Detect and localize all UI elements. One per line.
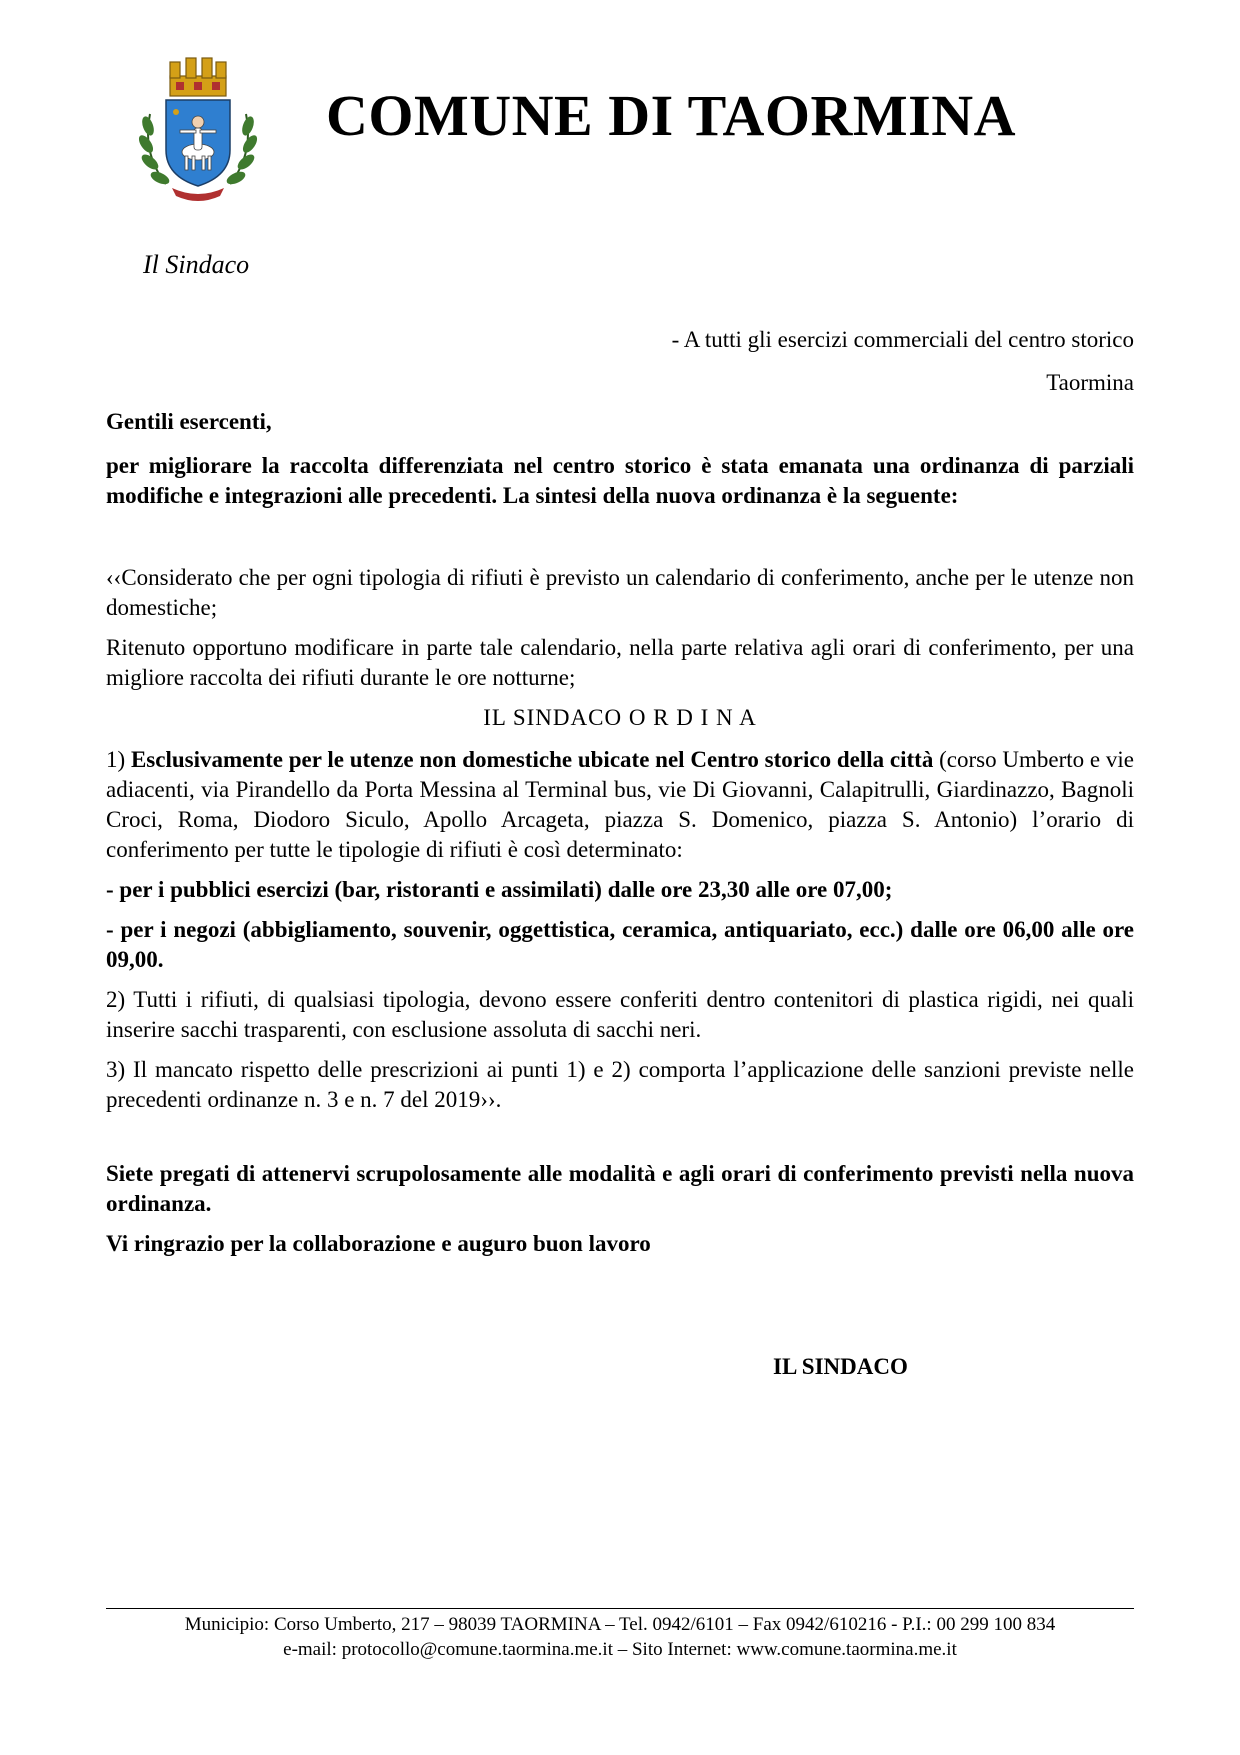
ordinance-bullet-2: - per i negozi (abbigliamento, souvenir, oggettistica, ceramica, antiquariato, ecc.) dalle ore 06,00 alle ore 09,00.	[106, 917, 1134, 972]
item-1-rest-text: (corso Umberto e vie adiacenti, via Pirandello da Porta Messina al Terminal bus, vie Di Giovanni, Calapitrulli, Giardinazzo, Bagnoli Croci, Roma, Diodoro Siculo, Apollo Arcageta, piazza S. Domenico, piazza S. Antonio) l’orario di conferimento per tutte le tipologie di rifiuti è così determinato:	[106, 747, 1134, 862]
recipient-line-2: Taormina	[1046, 370, 1134, 395]
ordinance-item-2: 2) Tutti i rifiuti, di qualsiasi tipologia, devono essere conferiti dentro contenitori di plastica rigidi, nei quali inserire sacchi trasparenti, con esclusione assoluta di sacchi neri.	[106, 987, 1134, 1042]
ritenuto-paragraph: Ritenuto opportuno modificare in parte tale calendario, nella parte relativa agli orari di conferimento, per una migliore raccolta dei rifiuti durante le ore notturne;	[106, 635, 1134, 690]
letter-body	[106, 407, 1134, 1259]
crest-star	[173, 109, 179, 115]
closing-request: Siete pregati di attenervi scrupolosamente alle modalità e agli orari di conferimento previsti nella nuova ordinanza.	[106, 1161, 1134, 1216]
ordinance-item-1	[106, 745, 1134, 865]
footer-line-2: e-mail: protocollo@comune.taormina.me.it – Sito Internet: www.comune.taormina.me.it	[283, 1639, 957, 1660]
considerato-paragraph: ‹‹Considerato che per ogni tipologia di rifiuti è previsto un calendario di conferimento, anche per le utenze non domestiche;	[106, 565, 1134, 620]
ordinance-bullet-1: - per i pubblici esercizi (bar, ristoranti e assimilati) dalle ore 23,30 alle ore 07,00;	[106, 877, 893, 902]
closing-thanks: Vi ringrazio per la collaborazione e auguro buon lavoro	[106, 1231, 651, 1256]
ordina-heading: IL SINDACO O R D I N A	[483, 705, 757, 730]
recipient-line-1: - A tutti gli esercizi commerciali del centro storico	[671, 327, 1134, 352]
signature: IL SINDACO	[773, 1354, 908, 1379]
recipient-block	[106, 318, 1134, 404]
sender-label: Il Sindaco	[143, 250, 250, 279]
greeting: Gentili esercenti,	[106, 409, 272, 434]
item-1-bold-text: Esclusivamente per le utenze non domestiche ubicate nel Centro storico della città	[130, 747, 934, 772]
intro-paragraph: per migliorare la raccolta differenziata nel centro storico è stata emanata una ordinanza di parziali modifiche e integrazioni alle precedenti. La sintesi della nuova ordinanza è la seguente:	[106, 453, 1134, 508]
footer	[106, 1612, 1134, 1662]
footer-divider	[106, 1608, 1134, 1609]
crest-crown	[170, 58, 226, 96]
page-title: COMUNE DI TAORMINA	[326, 83, 1016, 148]
ordinance-item-3: 3) Il mancato rispetto delle prescrizioni ai punti 1) e 2) comporta l’applicazione delle sanzioni previste nelle precedenti ordinanze n. 3 e n. 7 del 2019››.	[106, 1057, 1134, 1112]
crest-ribbon	[172, 188, 224, 201]
footer-line-1: Municipio: Corso Umberto, 217 – 98039 TAORMINA – Tel. 0942/6101 – Fax 0942/610216 - P.I.: 00 299 100 834	[184, 1614, 1056, 1635]
item-1-number: 1)	[106, 747, 131, 772]
municipal-crest-icon	[136, 54, 260, 204]
